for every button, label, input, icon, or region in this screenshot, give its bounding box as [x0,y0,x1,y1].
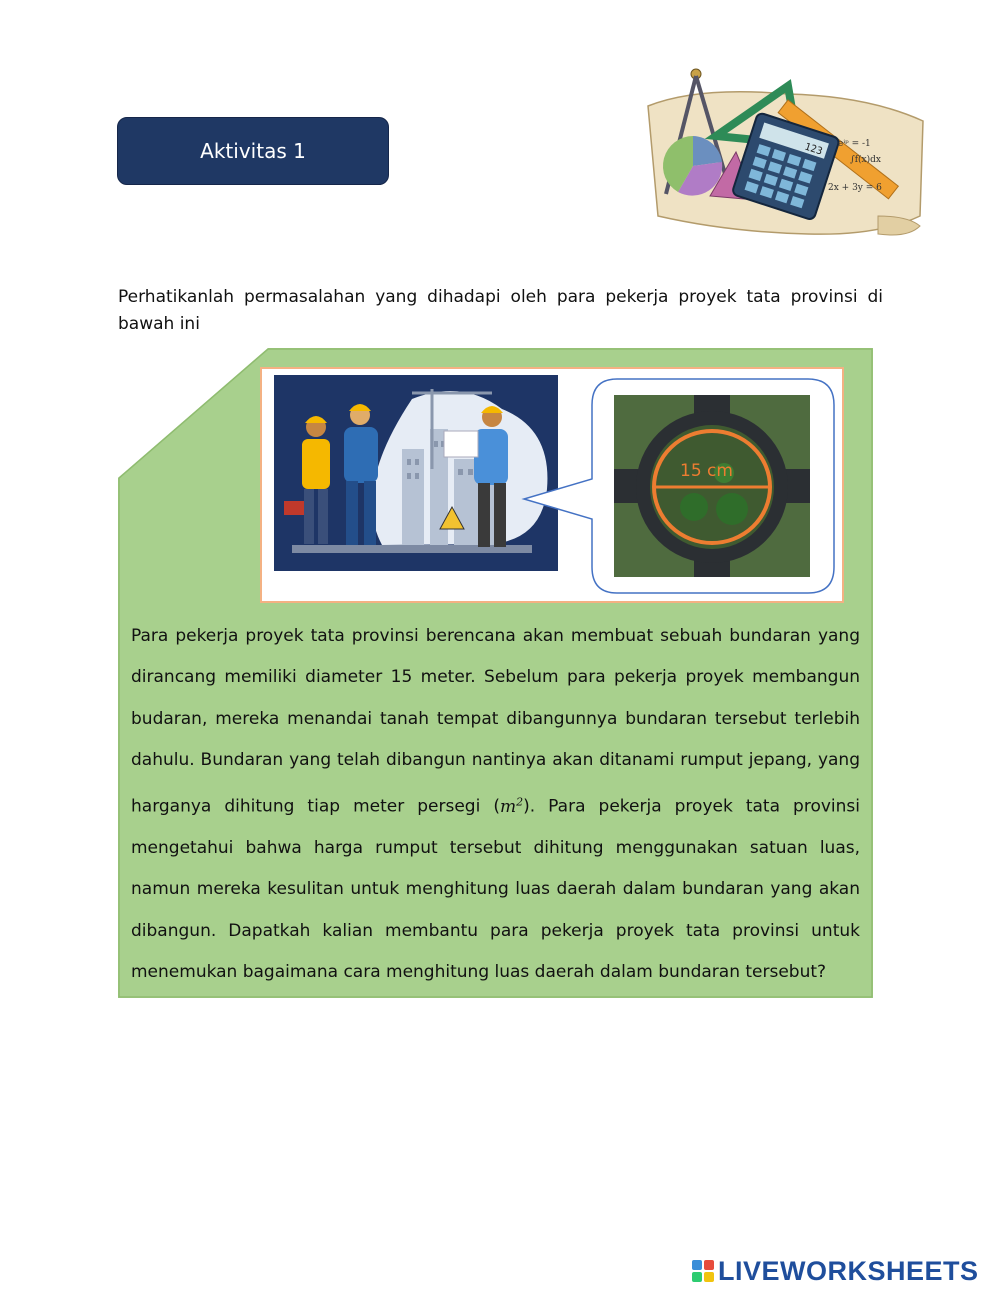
brand-name: LIVEWORKSHEETS [718,1255,979,1286]
story-text-part-1: Para pekerja proyek tata provinsi berencana akan membuat sebuah bundaran yang dirancang memiliki diameter 15 meter. Sebelum para pekerja proyek membangun budaran, mereka menandai tanah tempat dibangunnya bundaran tersebut terlebih dahulu. Bundaran yang telah dibangun nantinya akan ditanami rumput jepang, yang harganya dihitung tiap meter persegi ( [131,626,860,817]
liveworksheets-logo [692,1256,979,1286]
unit-math-exponent: 2 [516,795,524,809]
intro-text: Perhatikanlah permasalahan yang dihadapi oleh para pekerja proyek tata provinsi di bawah ini [118,287,883,334]
formula-1: eⁱᵖ = -1 [838,139,871,149]
activity-title-box [117,117,389,185]
activity-title: Aktivitas 1 [200,139,306,163]
roundabout-aerial-photo [614,395,810,577]
workers-scene [274,375,558,571]
illustration-frame [260,367,844,603]
story-text-part-2: ). Para pekerja proyek tata provinsi mengetahui bahwa harga rumput tersebut dihitung menggunakan satuan luas, namun mereka kesulitan untuk menghitung luas daerah dalam bundaran yang akan dibangun. Dapatkah kalian membantu para pekerja proyek tata provinsi untuk menemukan bagaimana cara menghitung luas daerah dalam bundaran tersebut? [131,796,861,983]
formula-3: 2x + 3y = 6 [828,183,882,193]
unit-math-base: m [499,796,517,817]
math-tools-illustration [638,66,930,242]
formula-2: ∫f(x)dx [850,155,881,165]
workers-roundabout-illustration [262,369,842,601]
diameter-label: 15 cm [680,461,733,481]
problem-story [131,616,860,993]
unit-math [500,797,523,817]
logo-squares-icon [692,1260,714,1282]
calculator-display: 123 [803,141,824,158]
